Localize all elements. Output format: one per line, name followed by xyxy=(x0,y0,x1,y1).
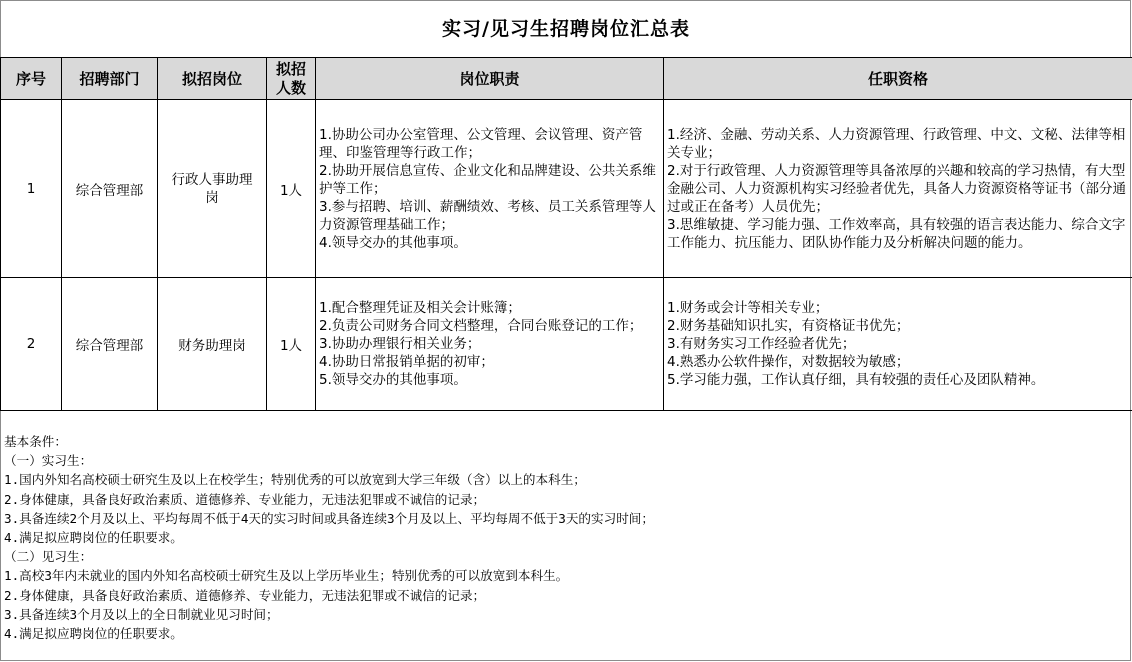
row1-dept: 综合管理部 xyxy=(62,100,158,278)
header-dept: 招聘部门 xyxy=(62,58,158,100)
row1-qualifications-text: 1.经济、金融、劳动关系、人力资源管理、行政管理、中文、文秘、法律等相关专业； 2.对于行政管理、人力资源管理等具备浓厚的兴趣和较高的学习热情，有大型金融公司、人力资源机构实习经验者优先，具备人力资源资格等证书（部分通过或正在备考）人员优先； 3.思维敏捷、学习能力强、工作效率高，具有较强的语言表达能力、综合文字工作能力、抗压能力、团队协作能力及分析解决问题的能力。 xyxy=(667,126,1126,251)
row1-no: 1 xyxy=(1,100,62,278)
header-count-text: 拟招人数 xyxy=(275,59,306,97)
header-no: 序号 xyxy=(1,58,62,100)
table-row xyxy=(1,278,1132,411)
row2-qualifications-text: 1.财务或会计等相关专业； 2.财务基础知识扎实，有资格证书优先； 3.有财务实习工作经验者优先； 4.熟悉办公软件操作，对数据较为敏感； 5.学习能力强，工作认真仔细，具有较强的责任心及团队精神。 xyxy=(667,300,1045,388)
row2-duties-text: 1.配合整理凭证及相关会计账簿； 2.负责公司财务合同文档整理，合同台账登记的工作； 3.协助办理银行相关业务； 4.协助日常报销单据的初审； 5.领导交办的其他事项。 xyxy=(319,300,643,388)
recruitment-table xyxy=(0,57,1132,411)
header-row xyxy=(1,58,1132,100)
row1-qualifications xyxy=(664,100,1132,278)
basic-requirements-notes: 基本条件： （一）实习生： 1.国内外知名高校硕士研究生及以上在校学生；特别优秀的可以放宽到大学三年级（含）以上的本科生； 2.身体健康，具备良好政治素质、道德修养、专业能力，无违法犯罪或不诚信的记录； 3.具备连续2个月及以上、平均每周不低于4天的实习时间或具备连续3个月及以上、平均每周不低于3天的实习时间； 4.满足拟应聘岗位的任职要求。 （二）见习生： 1.高校3年内未就业的国内外知名高校硕士研究生及以上学历毕业生；特别优秀的可以放宽到本科生。 2.身体健康，具备良好政治素质、道德修养、专业能力，无违法犯罪或不诚信的记录； 3.具备连续3个月及以上的全日制就业见习时间； 4.满足拟应聘岗位的任职要求。 xyxy=(4,434,654,642)
row2-dept: 综合管理部 xyxy=(62,278,158,411)
row2-qualifications xyxy=(664,278,1132,411)
header-count xyxy=(267,58,316,100)
row1-count: 1人 xyxy=(267,100,316,278)
row1-position xyxy=(158,100,267,278)
row1-duties xyxy=(316,100,664,278)
header-qualifications: 任职资格 xyxy=(664,58,1132,100)
row2-no: 2 xyxy=(1,278,62,411)
sheet-title: 实习/见习生招聘岗位汇总表 xyxy=(442,18,690,40)
row2-position: 财务助理岗 xyxy=(158,278,267,411)
row1-duties-text: 1.协助公司办公室管理、公文管理、会议管理、资产管理、印鉴管理等行政工作； 2.协助开展信息宣传、企业文化和品牌建设、公共关系维护等工作； 3.参与招聘、培训、薪酬绩效、考核、员工关系管理等人力资源管理基础工作； 4.领导交办的其他事项。 xyxy=(319,126,656,251)
table-row xyxy=(1,100,1132,278)
header-position: 拟招岗位 xyxy=(158,58,267,100)
header-duties: 岗位职责 xyxy=(316,58,664,100)
row1-position-text: 行政人事助理岗 xyxy=(171,171,253,206)
row2-count: 1人 xyxy=(267,278,316,411)
row2-duties xyxy=(316,278,664,411)
